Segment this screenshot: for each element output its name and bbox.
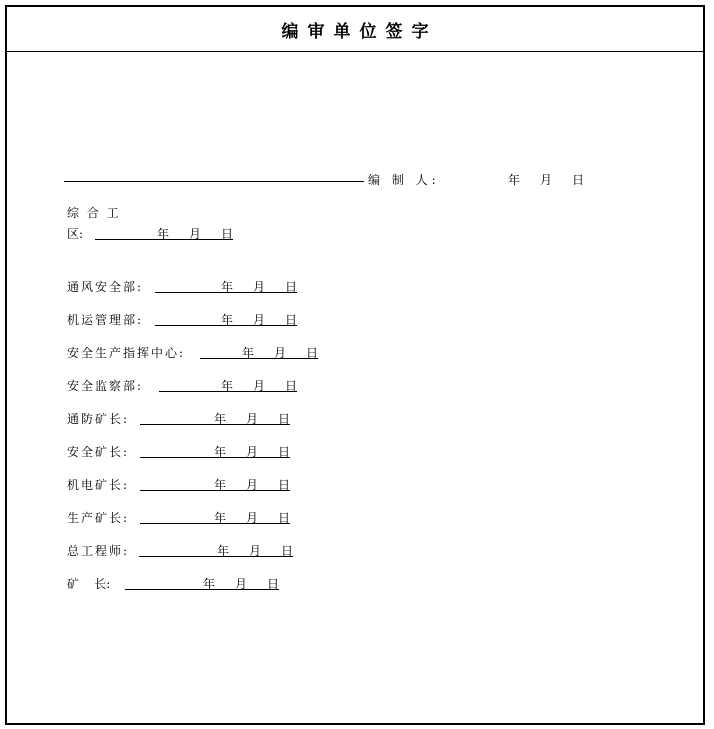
- year-chief-engineer: 年: [217, 544, 230, 558]
- month-mine-manager: 月: [235, 577, 248, 591]
- year-safety-supervision: 年: [221, 379, 234, 393]
- year-production-mine-manager: 年: [214, 511, 227, 525]
- signatory-label-ventilation-mine-manager: 通防矿长:: [67, 412, 130, 426]
- day-chief-engineer: 日: [281, 544, 294, 558]
- signatory-label-mine-manager: 矿 长:: [67, 577, 111, 591]
- preparer-month: 月: [540, 173, 553, 187]
- day-electromechanical-mine-manager: 日: [278, 478, 291, 492]
- year-mine-manager: 年: [203, 577, 216, 591]
- month-safety-supervision: 月: [253, 379, 266, 393]
- month-machinery-transport: 月: [253, 313, 266, 327]
- day-safety-mine-manager: 日: [278, 445, 291, 459]
- signatory-label-safety-production-command: 安全生产指挥中心:: [67, 346, 186, 360]
- district-month: 月: [189, 227, 202, 241]
- day-mine-manager: 日: [267, 577, 280, 591]
- form-title: 编审单位签字: [281, 21, 438, 42]
- signatory-label-ventilation-safety: 通风安全部:: [67, 280, 144, 294]
- signature-line-safety-production-command: [200, 358, 318, 359]
- month-electromechanical-mine-manager: 月: [246, 478, 259, 492]
- form-header: [7, 7, 703, 52]
- district-label-line1: 综 合 工: [67, 206, 121, 220]
- year-ventilation-mine-manager: 年: [214, 412, 227, 426]
- day-safety-supervision: 日: [285, 379, 298, 393]
- signature-line-chief-engineer: [139, 556, 293, 557]
- year-safety-production-command: 年: [242, 346, 255, 360]
- day-machinery-transport: 日: [285, 313, 298, 327]
- year-safety-mine-manager: 年: [214, 445, 227, 459]
- month-ventilation-safety: 月: [253, 280, 266, 294]
- signatory-label-electromechanical-mine-manager: 机电矿长:: [67, 478, 130, 492]
- month-safety-production-command: 月: [274, 346, 287, 360]
- signatory-label-safety-supervision: 安全监察部:: [67, 379, 144, 393]
- preparer-day: 日: [572, 173, 585, 187]
- signatory-label-safety-mine-manager: 安全矿长:: [67, 445, 130, 459]
- month-safety-mine-manager: 月: [246, 445, 259, 459]
- preparer-unit-line: [64, 181, 364, 182]
- day-production-mine-manager: 日: [278, 511, 291, 525]
- day-ventilation-mine-manager: 日: [278, 412, 291, 426]
- year-machinery-transport: 年: [221, 313, 234, 327]
- preparer-label: 编 制 人:: [368, 173, 440, 187]
- year-electromechanical-mine-manager: 年: [214, 478, 227, 492]
- preparer-year: 年: [508, 173, 521, 187]
- district-year: 年: [157, 227, 170, 241]
- district-label-line2: 区:: [67, 227, 84, 241]
- signatory-label-chief-engineer: 总工程师:: [67, 544, 130, 558]
- signatory-label-machinery-transport: 机运管理部:: [67, 313, 144, 327]
- signature-line-mine-manager: [125, 589, 279, 590]
- year-ventilation-safety: 年: [221, 280, 234, 294]
- day-safety-production-command: 日: [306, 346, 319, 360]
- day-ventilation-safety: 日: [285, 280, 298, 294]
- sign-off-form: [5, 5, 705, 725]
- month-chief-engineer: 月: [249, 544, 262, 558]
- month-production-mine-manager: 月: [246, 511, 259, 525]
- district-day: 日: [221, 227, 234, 241]
- month-ventilation-mine-manager: 月: [246, 412, 259, 426]
- signatory-label-production-mine-manager: 生产矿长:: [67, 511, 130, 525]
